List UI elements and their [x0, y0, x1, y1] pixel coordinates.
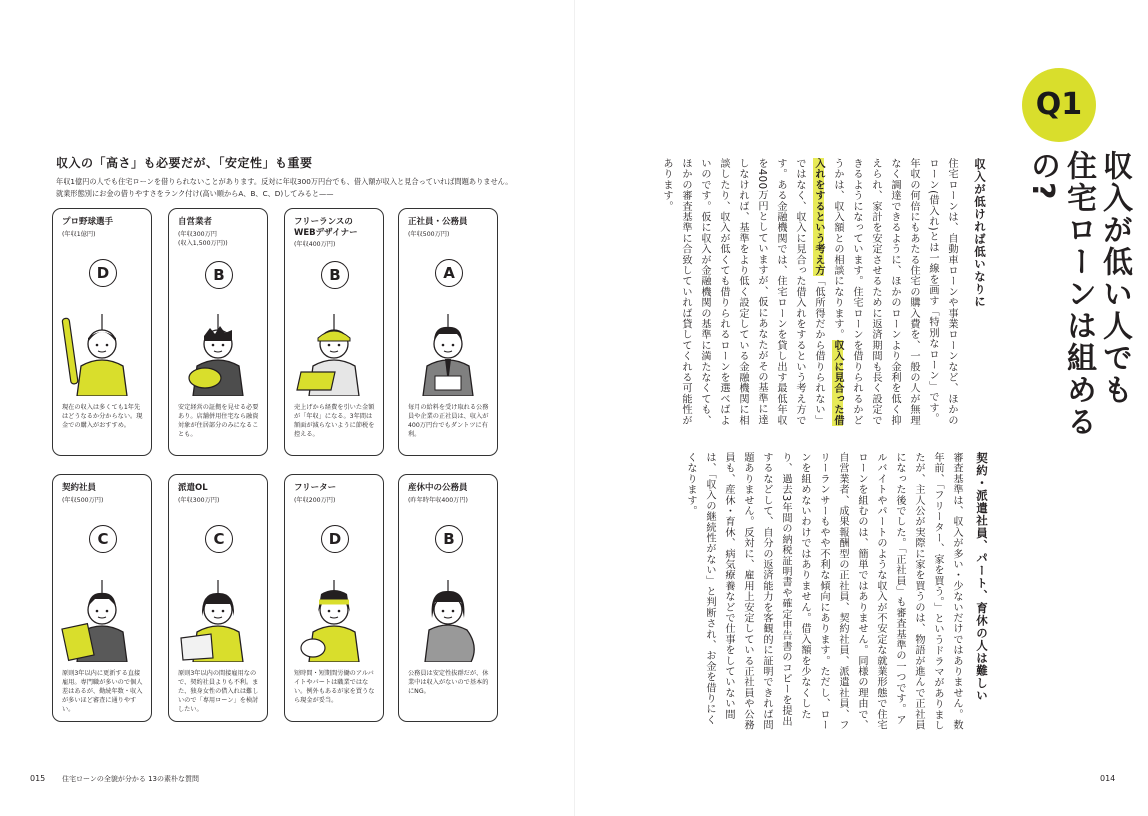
contract-worker-icon	[59, 580, 145, 662]
question-label: Q1	[1035, 87, 1083, 122]
temp-staff-icon	[175, 580, 261, 662]
rank-card	[398, 474, 498, 722]
part-timer-icon	[291, 580, 377, 662]
rank-badge: B	[435, 525, 463, 553]
card-title: 契約社員	[62, 483, 97, 493]
page-gutter	[574, 0, 575, 816]
card-income: (年収300万円)	[178, 497, 220, 504]
rank-badge: D	[321, 525, 349, 553]
card-income: (年収500万円)	[62, 497, 104, 504]
card-title: プロ野球選手	[62, 217, 114, 227]
rank-badge: B	[205, 261, 233, 289]
rank-card	[52, 474, 152, 722]
card-title: フリーター	[294, 483, 337, 493]
page-title: 収入が低い人でも 住宅ローンは組めるの?	[1025, 150, 1132, 438]
baseball-player-icon	[59, 314, 145, 396]
rank-badge: D	[89, 259, 117, 287]
rank-badge: B	[321, 261, 349, 289]
page-number-right: 014	[1100, 774, 1116, 783]
rank-card	[52, 208, 152, 456]
page-number-left: 015	[30, 774, 46, 783]
body-highlight: 収入に見合った借入れをするという考え方	[813, 158, 843, 426]
card-title: フリーランスの WEBデザイナー	[294, 217, 358, 238]
card-title: 産休中の公務員	[408, 483, 468, 493]
body-text-1	[656, 158, 961, 428]
rank-card	[398, 208, 498, 456]
section-title: 収入の「高さ」も必要だが、「安定性」も重要	[56, 156, 313, 170]
rank-card	[168, 208, 268, 456]
subhead-low-income: 収入が低ければ低いなりに	[973, 158, 987, 308]
card-title: 自営業者	[178, 217, 213, 227]
subhead-contract-workers: 契約・派遣社員、パート、育休の人は難しい	[975, 452, 989, 702]
footer-title: 住宅ローンの全貌が分かる 13の素朴な質問	[62, 775, 199, 783]
card-income: (年収1億円)	[62, 231, 96, 238]
card-description: 原則3年以内の間接雇用なので、契約社員よりも不利。また、独身女性の借入れは難しいので「専用ローン」を検討したい。	[178, 670, 259, 713]
card-title: 正社員・公務員	[408, 217, 468, 227]
card-income: (年収400万円)	[294, 241, 336, 248]
body-text-2: 審査基準は、収入が多い・少ないだけではありません。数年前、「フリーター、家を買う。」というドラマがありましたが、主人公が実際に家を買うのは、物語が進んで正社員になった後でした。「正社員」も審査基準の一つです。アルバイトやパートのような収入が不安定な就業形態で住宅ローンを組むのは、簡単ではありません。同様の理由で、自営業者、成果報酬型の正社員、契約社員、派遣社員、フリーランサーもやや不利な傾向にあります。ただし、ローンを組めないわけではありません。借入額を少なくしたり、過去3年間の納税証明書や確定申告書のコピーを提出するなどして、自分の返済能力を客観的に証明できれば問題ありません。反対に、雇用上安定している正社員や公務員も、産休・育休、病気療養などで仕事をしていない間は、「収入の継続性がない」と判断され、お金を借りにくくなります。	[685, 452, 962, 731]
rank-badge: C	[89, 525, 117, 553]
rank-badge: A	[435, 259, 463, 287]
card-description: 売上げから経費を引いた金額が「年収」になる。3年間は額面が減らないように節税を控える。	[294, 404, 375, 438]
section-subtitle: 年収1億円の人でも住宅ローンを借りられないことがあります。反対に年収300万円台でも、借入額が収入と見合っていれば問題ありません。就業形態別にお金の借りやすさをランク付け(高い順からA、B、C、D)してみると——	[56, 177, 513, 198]
card-income: (年収200万円)	[294, 497, 336, 504]
rank-card	[284, 208, 384, 456]
card-description: 安定経営の証拠を見せる必要あり。店舗併用住宅なら融資対象が住居部分のみになることも。	[178, 404, 259, 438]
body-text-1b: 「低所得だから借りられない」ではなく、収入に見合った借入れをするという考え方です。ある金融機関では、住宅ローンを貸し出す最低年収を400万円としていますが、仮にあなたがその基準に達しなければ、基準をより低く設定している金融機関に相談したり、収入が低くても借りられるローンを選べばよいのです。仮に収入が金融機関の基準に満たなくても、ほかの審査基準に合致していれば貸してくれる可能性があります。	[661, 158, 824, 426]
card-description: 原則3年以内に更新する直接雇用。専門職が多いので個人差はあるが、勤続年数・収入が多いほど審査に通りやすい。	[62, 670, 143, 713]
card-income: (年収500万円)	[408, 231, 450, 238]
card-description: 短時間・短期間労働のアルバイトやパートは職業ではない。例外もあるが家を買うなら現金が妥当。	[294, 670, 375, 704]
rank-card	[284, 474, 384, 722]
body-text-1a: 住宅ローンは、自動車ローンや事業ローンなど、ほかのローン(借入れ)とは一線を画す「特別なローン」です。年収の何倍にもあたる住宅の購入費を、一般の人が無理なく調達できるように、ほかのローンより金利を低く抑えられ、家計を安定させるために返済期間も長く設定できるようになっています。住宅ローンを借りられるかどうかは、収入額との相談になります。	[832, 158, 957, 426]
card-income: (昨年時年収400万円)	[408, 497, 468, 504]
web-designer-icon	[291, 314, 377, 396]
pregnant-woman-icon	[405, 580, 491, 662]
card-description: 現在の収入は多くても1年先はどうなるか分からない。現金での購入がおすすめ。	[62, 404, 143, 429]
card-title: 派遣OL	[178, 483, 208, 493]
rank-badge: C	[205, 525, 233, 553]
card-description: 毎月の給料を受け取れる公務員や企業の正社員は、収入が400万円台でもダントツに有利。	[408, 404, 489, 438]
fishmonger-icon	[175, 314, 261, 396]
office-worker-icon	[405, 314, 491, 396]
rank-card	[168, 474, 268, 722]
card-income: (年収300万円 (収入1,500万円))	[178, 231, 228, 247]
card-description: 公務員は安定性抜群だが、休業中は収入がないので基本的にNG。	[408, 670, 489, 695]
